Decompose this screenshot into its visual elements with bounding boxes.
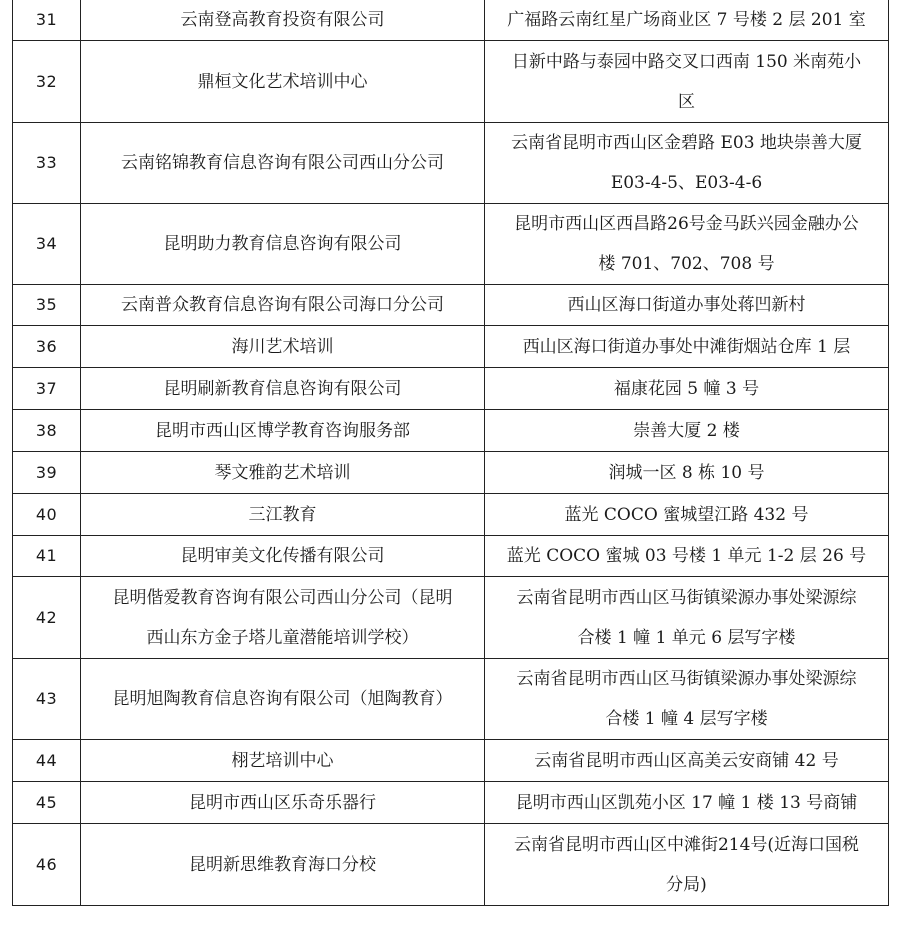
address-line: 区: [678, 91, 695, 112]
row-number-cell: 42: [13, 577, 81, 659]
table-row: [13, 536, 889, 577]
address-line: 西山区海口街道办事处中滩街烟站仓库 1 层: [522, 336, 851, 357]
address-line: 昆明市西山区凯苑小区 17 幢 1 楼 13 号商铺: [515, 792, 858, 813]
table-row: [13, 123, 889, 204]
address-cell: [485, 204, 889, 285]
institution-name-line: 昆明审美文化传播有限公司: [180, 546, 385, 566]
row-number-cell: 32: [13, 41, 81, 123]
table-row: [13, 452, 889, 494]
row-number-cell: 46: [13, 824, 81, 906]
address-line: 广福路云南红星广场商业区 7 号楼 2 层 201 室: [507, 10, 866, 30]
institution-name-line: 昆明市西山区乐奇乐器行: [189, 792, 376, 813]
table-row: [13, 494, 889, 536]
institution-name-cell: [81, 659, 485, 740]
table-row: [13, 410, 889, 452]
institution-name-cell: [81, 782, 485, 824]
institution-name-line: 昆明旭陶教育信息咨询有限公司（旭陶教育）: [112, 689, 453, 709]
row-number-cell: 43: [13, 659, 81, 740]
table-row: [13, 326, 889, 368]
address-line: 润城一区 8 栋 10 号: [608, 462, 765, 483]
institution-name-cell: [81, 285, 485, 326]
institution-name-line: 昆明市西山区博学教育咨询服务部: [155, 420, 410, 441]
address-cell: [485, 285, 889, 326]
table-row: [13, 204, 889, 285]
row-number-cell: 41: [13, 536, 81, 577]
institution-name-line: 鼎桓文化艺术培训中心: [197, 71, 368, 92]
institution-table-container: [12, 0, 888, 906]
row-number-cell: 37: [13, 368, 81, 410]
institution-name-line: 海川艺术培训: [231, 336, 334, 357]
address-line: 崇善大厦 2 楼: [633, 420, 740, 441]
address-cell: [485, 536, 889, 577]
table-row: [13, 740, 889, 782]
address-line: 合楼 1 幢 4 层写字楼: [605, 709, 768, 729]
address-cell: [485, 577, 889, 659]
institution-name-cell: [81, 452, 485, 494]
address-cell: [485, 410, 889, 452]
address-line: 楼 701、702、708 号: [598, 254, 775, 274]
institution-name-cell: [81, 410, 485, 452]
address-cell: [485, 452, 889, 494]
row-number-cell: 44: [13, 740, 81, 782]
institution-name-line: 云南普众教育信息咨询有限公司海口分公司: [121, 295, 444, 315]
row-number-cell: 34: [13, 204, 81, 285]
address-cell: [485, 0, 889, 41]
institution-name-line: 栩艺培训中心: [231, 750, 334, 771]
address-line: 云南省昆明市西山区马街镇梁源办事处梁源综: [516, 587, 857, 608]
table-row: [13, 824, 889, 906]
institution-name-line: 西山东方金子塔儿童潜能培训学校）: [146, 627, 419, 648]
address-line: E03-4-5、E03-4-6: [610, 173, 763, 193]
institution-table-body: [13, 0, 889, 906]
row-number-cell: 31: [13, 0, 81, 41]
institution-table: [12, 0, 889, 906]
address-cell: [485, 494, 889, 536]
institution-name-line: 昆明助力教育信息咨询有限公司: [163, 234, 402, 254]
row-number-cell: 33: [13, 123, 81, 204]
institution-name-line: 云南登高教育投资有限公司: [180, 10, 385, 30]
table-row: [13, 285, 889, 326]
row-number-cell: 45: [13, 782, 81, 824]
table-row: [13, 368, 889, 410]
address-line: 云南省昆明市西山区中滩街214号(近海口国税: [513, 834, 860, 855]
table-row: [13, 41, 889, 123]
address-line: 云南省昆明市西山区金碧路 E03 地块崇善大厦: [511, 133, 862, 153]
address-line: 合楼 1 幢 1 单元 6 层写字楼: [577, 627, 796, 648]
institution-name-line: 云南铭锦教育信息咨询有限公司西山分公司: [121, 153, 444, 173]
address-cell: [485, 123, 889, 204]
table-row: [13, 782, 889, 824]
row-number-cell: 39: [13, 452, 81, 494]
address-cell: [485, 326, 889, 368]
table-row: [13, 0, 889, 41]
institution-name-cell: [81, 326, 485, 368]
address-cell: [485, 740, 889, 782]
institution-name-line: 琴文雅韵艺术培训: [214, 462, 351, 483]
institution-name-cell: [81, 41, 485, 123]
table-row: [13, 577, 889, 659]
address-line: 蓝光 COCO 蜜城望江路 432 号: [564, 504, 809, 525]
address-line: 云南省昆明市西山区马街镇梁源办事处梁源综: [516, 669, 857, 689]
address-line: 日新中路与泰园中路交叉口西南 150 米南苑小: [511, 51, 862, 72]
address-cell: [485, 659, 889, 740]
institution-name-line: 三江教育: [248, 504, 317, 525]
address-line: 蓝光 COCO 蜜城 03 号楼 1 单元 1-2 层 26 号: [506, 546, 867, 566]
address-line: 福康花园 5 幢 3 号: [613, 378, 760, 399]
address-cell: [485, 368, 889, 410]
address-cell: [485, 824, 889, 906]
row-number-cell: 35: [13, 285, 81, 326]
institution-name-line: 昆明新思维教育海口分校: [189, 854, 376, 875]
table-row: [13, 659, 889, 740]
institution-name-cell: [81, 577, 485, 659]
address-line: 西山区海口街道办事处蒋凹新村: [567, 295, 806, 315]
institution-name-cell: [81, 824, 485, 906]
address-cell: [485, 782, 889, 824]
address-cell: [485, 41, 889, 123]
row-number-cell: 38: [13, 410, 81, 452]
institution-name-line: 昆明偕爱教育咨询有限公司西山分公司（昆明: [112, 587, 453, 608]
institution-name-cell: [81, 494, 485, 536]
institution-name-cell: [81, 0, 485, 41]
institution-name-line: 昆明刷新教育信息咨询有限公司: [163, 378, 402, 399]
row-number-cell: 40: [13, 494, 81, 536]
row-number-cell: 36: [13, 326, 81, 368]
institution-name-cell: [81, 740, 485, 782]
address-line: 分局): [666, 874, 707, 895]
address-line: 昆明市西山区西昌路26号金马跃兴园金融办公: [514, 214, 859, 234]
institution-name-cell: [81, 536, 485, 577]
address-line: 云南省昆明市西山区高美云安商铺 42 号: [534, 750, 839, 771]
institution-name-cell: [81, 123, 485, 204]
institution-name-cell: [81, 204, 485, 285]
institution-name-cell: [81, 368, 485, 410]
